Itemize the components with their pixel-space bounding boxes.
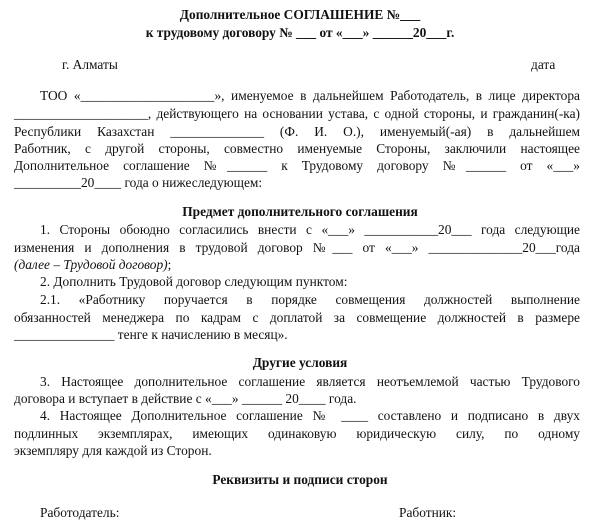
clause-2-1-line: _______________ тенге к начислению в месяц». [14,327,288,342]
clause-2-1-line: обязанностей менеджера по кадрам с доплатой за совмещение должностей в размере [14,310,580,325]
date-label: дата [531,57,556,72]
document-title: Дополнительное СОГЛАШЕНИЕ №___ [179,7,421,22]
employee-label: Работник: [399,505,457,520]
clause-1-line: изменения и дополнения в трудовой договор №___ от «___» ______________20___года [14,240,580,255]
preamble-line: __________20____ года о нижеследующем: [14,175,263,190]
clause-1-note-text: (далее – Трудовой договор) [14,257,168,272]
preamble-line: ТОО «____________________», именуемое в дальнейшем Работодатель, в лице директора [40,88,580,103]
preamble-line: Республики Казахстан ______________ (Ф. И. О.), именуемый(-ая) в дальнейшем [14,124,580,139]
clause-2: 2. Дополнить Трудовой договор следующим пунктом: [40,274,348,289]
city-label: г. Алматы [62,57,118,72]
clause-1-note [14,257,171,273]
clause-3-line: 3. Настоящее дополнительное соглашение является неотъемлемой частью Трудового [40,374,580,389]
clause-4-line: экземпляру для каждой из Сторон. [14,443,212,458]
employer-label: Работодатель: [40,505,120,520]
clause-1-note-tail: ; [167,257,172,272]
clause-1-line: 1. Стороны обоюдно согласились внести с «___» ___________20___ года следующие [40,222,580,237]
clause-4-line: подлинных экземплярах, имеющих одинаковую юридическую силу, по одному [14,426,580,441]
section-heading-subject: Предмет дополнительного соглашения [182,204,418,219]
section-heading-other: Другие условия [252,355,348,370]
section-heading-signatures: Реквизиты и подписи сторон [212,472,388,487]
preamble-line: ____________________, действующего на основании устава, с одной стороны, и гражданин(-ка) [14,106,580,121]
clause-3-line: договора и вступает в действие с «___» ______ 20____ года. [14,391,357,406]
clause-2-1-line: 2.1. «Работнику поручается в порядке совмещения должностей выполнение [40,292,580,307]
preamble-line: Работник, с другой стороны, совместно именуемые Стороны, заключили настоящее [14,141,580,156]
preamble-line: Дополнительное соглашение №______ к Трудовому договору №______ от «___» [14,158,580,173]
document-subtitle: к трудовому договору № ___ от «___» ______20___г. [145,25,455,40]
clause-4-line: 4. Настоящее Дополнительное соглашение № ____ составлено и подписано в двух [40,408,580,423]
